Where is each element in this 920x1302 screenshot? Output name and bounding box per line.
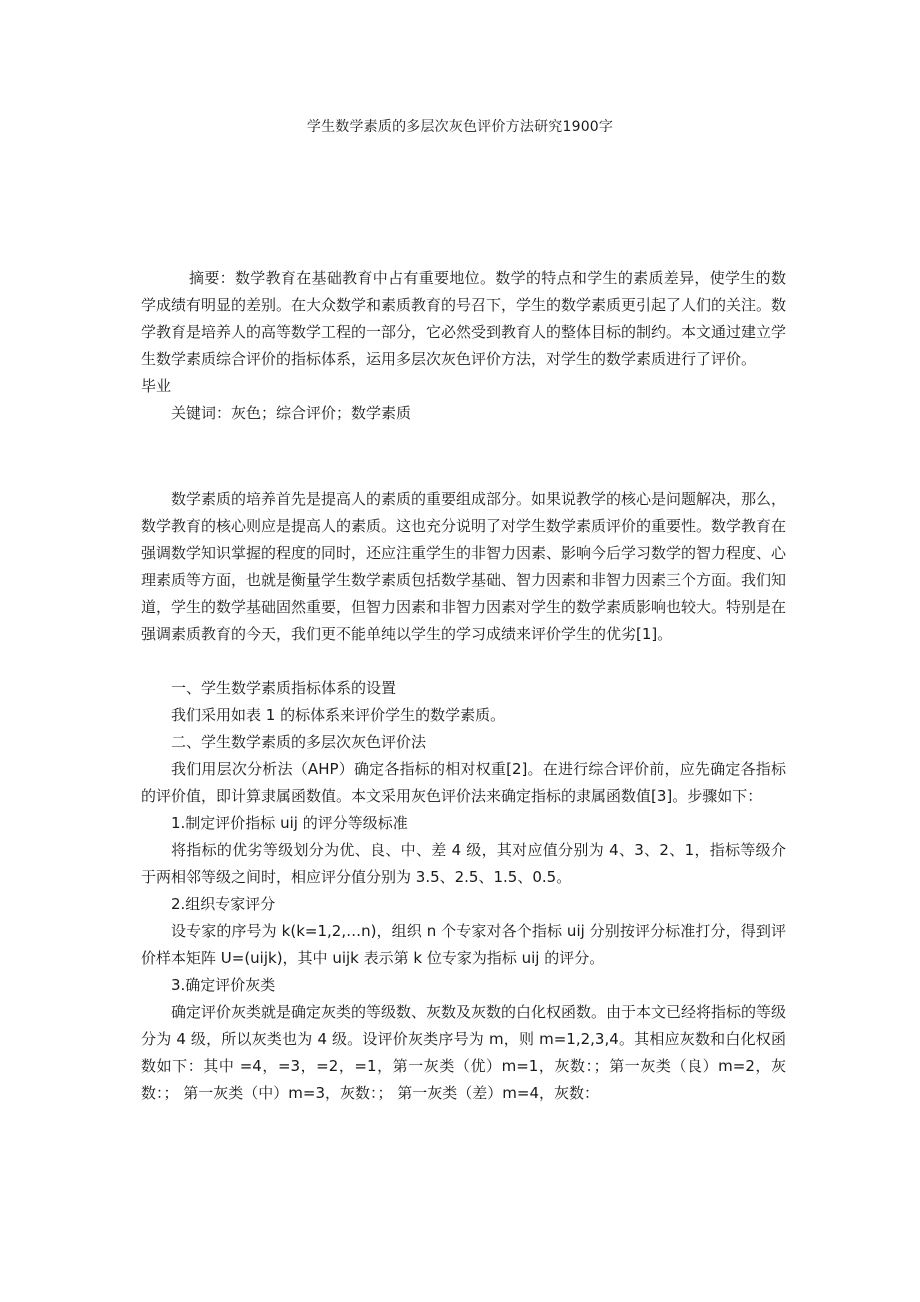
- section1-paragraph: 我们采用如表 1 的标体系来评价学生的数学素质。: [171, 706, 506, 724]
- abstract-block: [141, 265, 786, 427]
- section2-paragraph: 我们用层次分析法（AHP）确定各指标的相对权重[2]。在进行综合评价前，应先确定各指标的评价值，即计算隶属函数值。本文采用灰色评价法来确定指标的隶属函数值[3]。步骤如下：: [141, 760, 786, 805]
- section1-heading: 一、学生数学素质指标体系的设置: [171, 679, 397, 697]
- intro-paragraph: 数学素质的培养首先是提高人的素质的重要组成部分。如果说教学的核心是问题解决，那么，数学教育的核心则应是提高人的素质。这也充分说明了对学生数学素质评价的重要性。数学教育在强调数学知识掌握的程度的同时，还应注重学生的非智力因素、影响今后学习数学的智力程度、心理素质等方面，也就是衡量学生数学素质包括数学基础、智力因素和非智力因素三个方面。我们知道，学生的数学基础固然重要，但智力因素和非智力因素对学生的数学素质影响也较大。特别是在强调素质教育的今天，我们更不能单纯以学生的学习成绩来评价学生的优劣[1]。: [141, 490, 787, 643]
- paragraph-gap: [141, 648, 786, 675]
- abstract-paragraph: 摘要：数学教育在基础教育中占有重要地位。数学的特点和学生的素质差异，使学生的数学成绩有明显的差别。在大众数学和素质教育的号召下，学生的数学素质更引起了人们的关注。数学教育是培养人的高等数学工程的一部分，它必然受到教育人的整体目标的制约。本文通过建立学生数学素质综合评价的指标体系，运用多层次灰色评价方法，对学生的数学素质进行了评价。: [141, 269, 787, 368]
- stray-word: 毕业: [141, 377, 172, 395]
- step2-heading: 2.组织专家评分: [171, 895, 276, 913]
- step3-heading: 3.确定评价灰类: [171, 976, 276, 994]
- step2-paragraph: 设专家的序号为 k(k=1,2,…n)，组织 n 个专家对各个指标 uij 分别按评分标准打分，得到评价样本矩阵 U=(uijk)，其中 uijk 表示第 k 位专家为指标 uij 的评分。: [141, 922, 786, 967]
- step1-heading: 1.制定评价指标 uij 的评分等级标准: [171, 814, 408, 832]
- main-content: [141, 486, 786, 1107]
- section2-heading: 二、学生数学素质的多层次灰色评价法: [171, 733, 427, 751]
- step3-paragraph: 确定评价灰类就是确定灰类的等级数、灰数及灰数的白化权函数。由于本文已经将指标的等级分为 4 级，所以灰类也为 4 级。设评价灰类序号为 m，则 m=1,2,3,4。其相应灰数和白化权函数如下：其中 =4，=3，=2，=1，第一灰类（优）m=1，灰数：；第一灰类（良）m=2，灰数：； 第一灰类（中）m=3，灰数：； 第一灰类（差）m=4，灰数：: [141, 1003, 787, 1102]
- document-title: 学生数学素质的多层次灰色评价方法研究1900字: [306, 119, 614, 135]
- step1-paragraph: 将指标的优劣等级划分为优、良、中、差 4 级，其对应值分别为 4、3、2、1，指标等级介于两相邻等级之间时，相应评分值分别为 3.5、2.5、1.5、0.5。: [141, 841, 786, 886]
- keywords-line: 关键词：灰色；综合评价；数学素质: [171, 404, 412, 422]
